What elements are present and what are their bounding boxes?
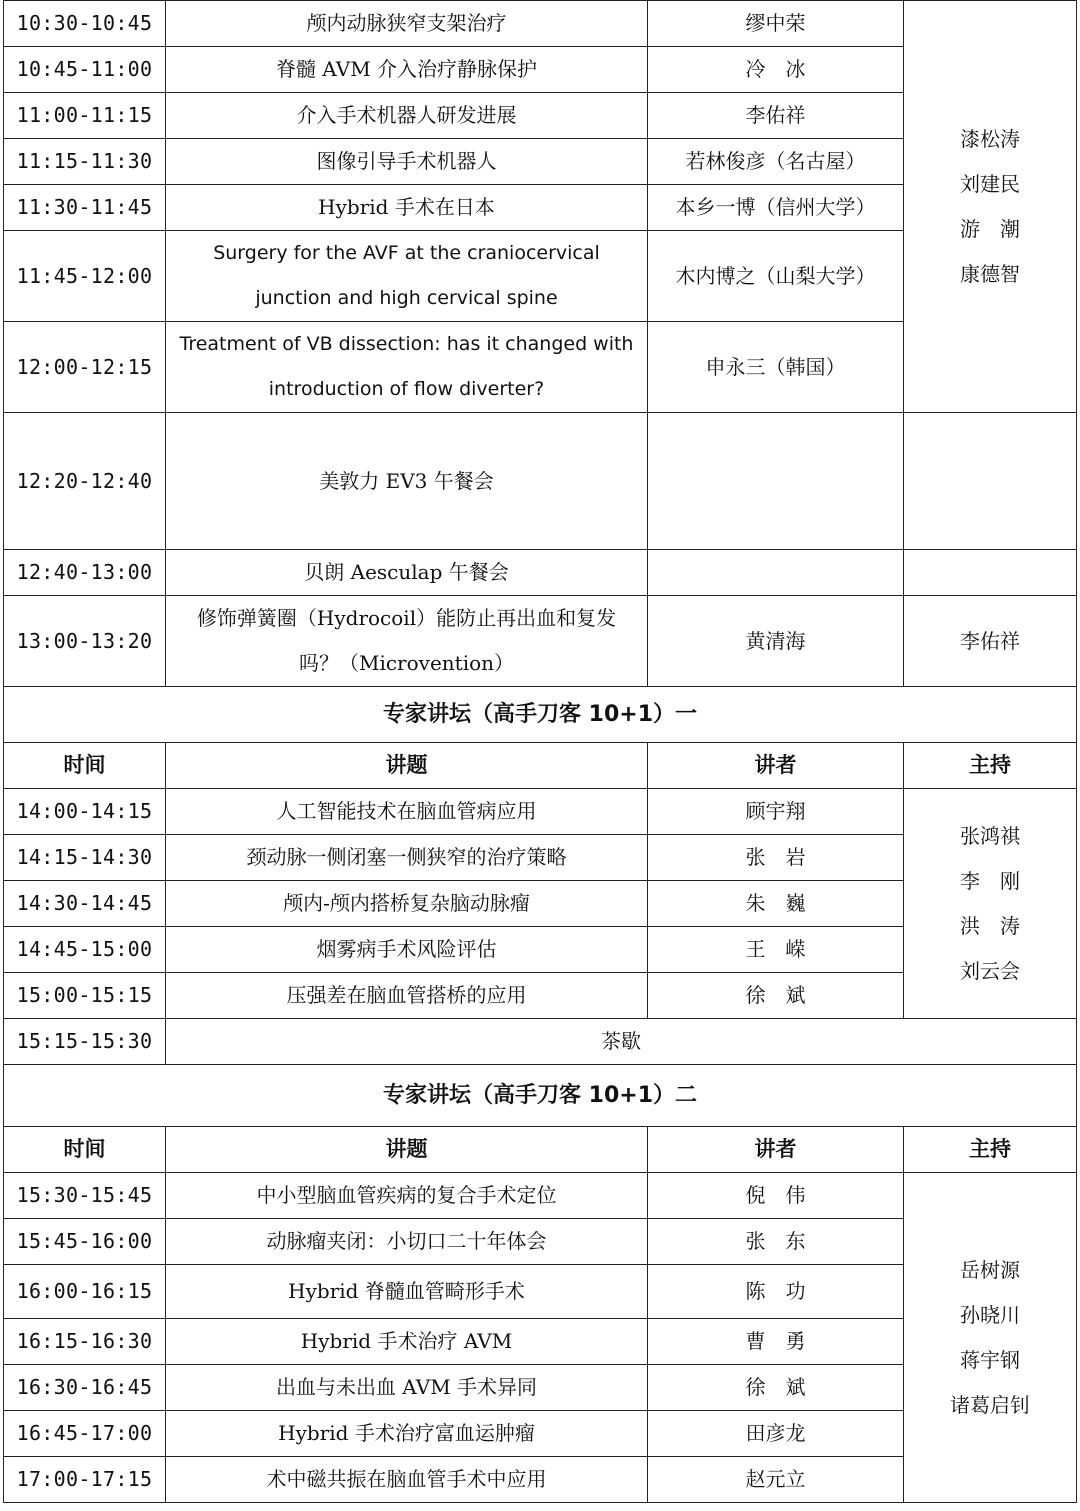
topic-line: 吗？（Microvention） (298, 651, 515, 675)
time-cell: 12:00-12:15 (4, 322, 166, 413)
speaker-cell: 申永三（韩国） (648, 322, 904, 413)
speaker-cell: 若林俊彦（名古屋） (648, 139, 904, 185)
time-cell: 15:15-15:30 (4, 1019, 166, 1065)
time-cell: 11:15-11:30 (4, 139, 166, 185)
topic-cell: 中小型脑血管疾病的复合手术定位 (166, 1173, 648, 1219)
time-cell: 14:15-14:30 (4, 835, 166, 881)
column-header-time: 时间 (4, 1127, 166, 1173)
time-cell: 16:30-16:45 (4, 1365, 166, 1411)
topic-line: introduction of flow diverter? (268, 378, 545, 400)
topic-cell (166, 231, 648, 322)
time-cell: 17:00-17:15 (4, 1457, 166, 1503)
schedule-table (3, 0, 1077, 1503)
time-cell: 11:30-11:45 (4, 185, 166, 231)
topic-cell: 人工智能技术在脑血管病应用 (166, 789, 648, 835)
speaker-cell: 赵元立 (648, 1457, 904, 1503)
time-cell: 16:15-16:30 (4, 1319, 166, 1365)
topic-cell: 贝朗 Aesculap 午餐会 (166, 550, 648, 596)
topic-line: Treatment of VB dissection: has it changed with (179, 333, 634, 355)
host-name: 张鸿祺 (960, 823, 1020, 848)
section-title-row (4, 687, 1077, 743)
column-header-topic: 讲题 (166, 1127, 648, 1173)
host-name: 游 潮 (960, 216, 1020, 241)
section-title-row (4, 1065, 1077, 1127)
host-name: 刘云会 (960, 958, 1020, 983)
time-cell: 11:00-11:15 (4, 93, 166, 139)
speaker-cell: 木内博之（山梨大学） (648, 231, 904, 322)
host-cell (904, 1, 1077, 413)
time-cell: 16:00-16:15 (4, 1265, 166, 1319)
time-cell: 13:00-13:20 (4, 596, 166, 687)
topic-cell: 图像引导手术机器人 (166, 139, 648, 185)
topic-cell: 术中磁共振在脑血管手术中应用 (166, 1457, 648, 1503)
topic-cell: 压强差在脑血管搭桥的应用 (166, 973, 648, 1019)
speaker-cell: 田彦龙 (648, 1411, 904, 1457)
speaker-cell (648, 550, 904, 596)
speaker-cell: 本乡一博（信州大学） (648, 185, 904, 231)
table-row (4, 1173, 1077, 1219)
topic-line: junction and high cervical spine (255, 287, 558, 309)
host-cell (904, 550, 1077, 596)
topic-cell: 颅内动脉狭窄支架治疗 (166, 1, 648, 47)
host-cell (904, 789, 1077, 1019)
time-cell: 15:30-15:45 (4, 1173, 166, 1219)
host-cell (904, 1173, 1077, 1503)
time-cell: 14:00-14:15 (4, 789, 166, 835)
speaker-cell: 王 嵘 (648, 927, 904, 973)
time-cell: 11:45-12:00 (4, 231, 166, 322)
topic-cell: Hybrid 手术治疗 AVM (166, 1319, 648, 1365)
time-cell: 15:00-15:15 (4, 973, 166, 1019)
time-cell: 15:45-16:00 (4, 1219, 166, 1265)
host-name: 岳树源 (960, 1257, 1020, 1282)
host-cell (904, 413, 1077, 550)
host-name: 蒋宇钢 (960, 1347, 1020, 1372)
speaker-cell: 曹 勇 (648, 1319, 904, 1365)
table-row (4, 789, 1077, 835)
topic-cell: 出血与未出血 AVM 手术异同 (166, 1365, 648, 1411)
section-title: 专家讲坛（高手刀客 10+1）一 (4, 687, 1077, 743)
host-name: 刘建民 (960, 171, 1020, 196)
host-name: 漆松涛 (960, 126, 1020, 151)
topic-line: 修饰弹簧圈（Hydrocoil）能防止再出血和复发 (196, 606, 617, 630)
table-row (4, 596, 1077, 687)
host-name: 李 刚 (960, 868, 1020, 893)
time-cell: 16:45-17:00 (4, 1411, 166, 1457)
topic-cell: Hybrid 手术治疗富血运肿瘤 (166, 1411, 648, 1457)
time-cell: 12:40-13:00 (4, 550, 166, 596)
topic-cell: Hybrid 手术在日本 (166, 185, 648, 231)
host-name: 康德智 (960, 261, 1020, 286)
speaker-cell: 张 东 (648, 1219, 904, 1265)
column-header-host: 主持 (904, 1127, 1077, 1173)
column-header-time: 时间 (4, 743, 166, 789)
topic-cell: 脊髓 AVM 介入治疗静脉保护 (166, 47, 648, 93)
topic-cell: 颅内-颅内搭桥复杂脑动脉瘤 (166, 881, 648, 927)
speaker-cell: 徐 斌 (648, 1365, 904, 1411)
time-cell: 10:45-11:00 (4, 47, 166, 93)
host-name: 洪 涛 (960, 913, 1020, 938)
speaker-cell: 冷 冰 (648, 47, 904, 93)
topic-cell: 美敦力 EV3 午餐会 (166, 413, 648, 550)
column-header-topic: 讲题 (166, 743, 648, 789)
speaker-cell: 倪 伟 (648, 1173, 904, 1219)
header-row (4, 1127, 1077, 1173)
topic-cell: 颈动脉一侧闭塞一侧狭窄的治疗策略 (166, 835, 648, 881)
topic-line: Surgery for the AVF at the craniocervical (213, 242, 600, 264)
topic-cell (166, 322, 648, 413)
break-label: 茶歇 (166, 1019, 1077, 1065)
speaker-cell: 李佑祥 (648, 93, 904, 139)
table-row (4, 413, 1077, 550)
speaker-cell: 徐 斌 (648, 973, 904, 1019)
table-row (4, 1, 1077, 47)
host-cell: 李佑祥 (904, 596, 1077, 687)
time-cell: 14:45-15:00 (4, 927, 166, 973)
speaker-cell: 黄清海 (648, 596, 904, 687)
topic-cell: 介入手术机器人研发进展 (166, 93, 648, 139)
topic-cell (166, 596, 648, 687)
topic-cell: Hybrid 脊髓血管畸形手术 (166, 1265, 648, 1319)
host-name: 孙晓川 (960, 1302, 1020, 1327)
speaker-cell: 顾宇翔 (648, 789, 904, 835)
time-cell: 10:30-10:45 (4, 1, 166, 47)
speaker-cell: 张 岩 (648, 835, 904, 881)
speaker-cell: 缪中荣 (648, 1, 904, 47)
topic-cell: 烟雾病手术风险评估 (166, 927, 648, 973)
time-cell: 12:20-12:40 (4, 413, 166, 550)
column-header-host: 主持 (904, 743, 1077, 789)
column-header-speaker: 讲者 (648, 743, 904, 789)
speaker-cell (648, 413, 904, 550)
break-row (4, 1019, 1077, 1065)
speaker-cell: 朱 巍 (648, 881, 904, 927)
column-header-speaker: 讲者 (648, 1127, 904, 1173)
speaker-cell: 陈 功 (648, 1265, 904, 1319)
topic-cell: 动脉瘤夹闭：小切口二十年体会 (166, 1219, 648, 1265)
header-row (4, 743, 1077, 789)
time-cell: 14:30-14:45 (4, 881, 166, 927)
section-title: 专家讲坛（高手刀客 10+1）二 (4, 1065, 1077, 1127)
table-row (4, 550, 1077, 596)
host-name: 诸葛启钊 (950, 1392, 1030, 1417)
